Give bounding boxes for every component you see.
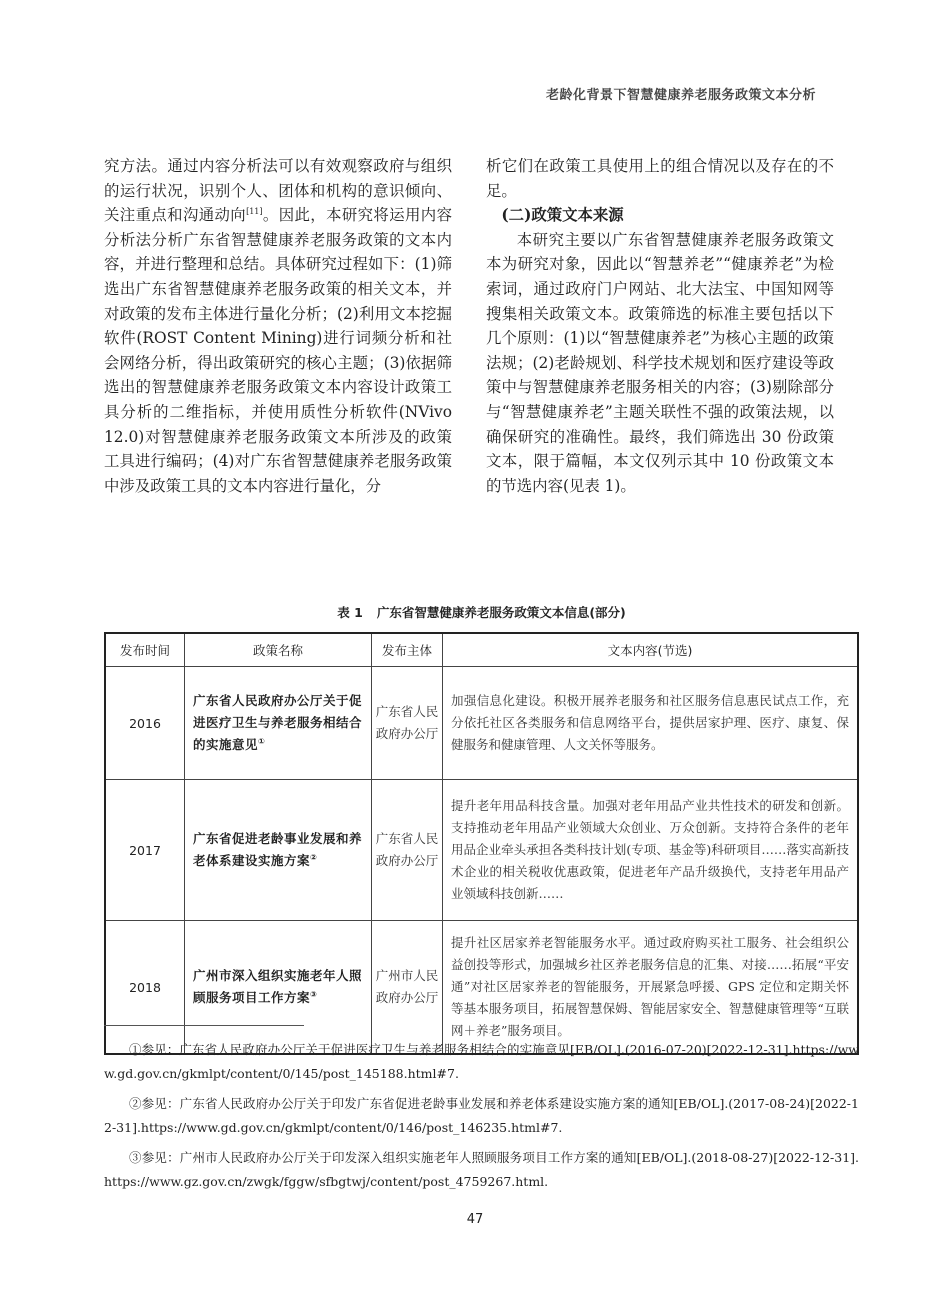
cell-issuer: 广东省人民政府办公厅 [372, 780, 443, 921]
footnote-item: ②参见：广东省人民政府办公厅关于印发广东省促进老龄事业发展和养老体系建设实施方案的通知[EB/OL].(2017-08-24)[2022-12-31].https://www.gd.gov.cn/gkmlpt/content/0/146/post_146235.html#7. [104, 1096, 859, 1135]
footnote-item: ①参见：广东省人民政府办公厅关于促进医疗卫生与养老服务相结合的实施意见[EB/OL].(2016-07-20)[2022-12-31].https://www.gd.gov.cn/gkmlpt/content/0/145/post_145188.html#7. [104, 1042, 859, 1081]
footnotes [104, 1038, 859, 1200]
cell-content: 提升老年用品科技含量。加强对老年用品产业共性技术的研发和创新。支持推动老年用品产业领域大众创业、万众创新。支持符合条件的老年用品企业牵头承担各类科技计划(专项、基金等)科研项目……落实高新技术企业的相关税收优惠政策，促进老年产品升级换代，支持老年用品产业领域科技创新…… [443, 780, 859, 921]
policy-name: 广东省人民政府办公厅关于促进医疗卫生与养老服务相结合的实施意见 [193, 693, 363, 752]
cell-year: 2016 [105, 667, 185, 780]
cell-year: 2018 [105, 921, 185, 1055]
citation-mark[interactable]: [11] [246, 207, 263, 217]
footnote-ref[interactable]: ② [310, 852, 318, 862]
page-number: 47 [466, 1212, 484, 1227]
cell-policy-name [185, 780, 372, 921]
header-content: 文本内容(节选) [443, 633, 859, 667]
table-row [105, 667, 858, 780]
table-row [105, 780, 858, 921]
body-paragraph [104, 154, 452, 498]
left-column [104, 154, 452, 498]
body-paragraph: 析它们在政策工具使用上的组合情况以及存在的不足。 [486, 157, 834, 200]
body-text: 。因此，本研究将运用内容分析法分析广东省智慧健康养老服务政策的文本内容，并进行整理和总结。具体研究过程如下：(1)筛选出广东省智慧健康养老服务政策的相关文本，并对政策的发布主体进行量化分析；(2)利用文本挖掘软件(ROST Content Mining)进行词频分析和社会网络分析，得出政策研究的核心主题；(3)依据筛选出的智慧健康养老服务政策文本内容设计政策工具分析的二维指标，并使用质性分析软件(NVivo 12.0)对智慧健康养老服务政策文本所涉及的政策工具进行编码；(4)对广东省智慧健康养老服务政策中涉及政策工具的文本内容进行量化，分 [104, 206, 452, 495]
cell-issuer: 广东省人民政府办公厅 [372, 667, 443, 780]
table-row [105, 921, 858, 1055]
header-issuer: 发布主体 [372, 633, 443, 667]
running-head: 老龄化背景下智慧健康养老服务政策文本分析 [545, 88, 816, 103]
cell-content: 提升社区居家养老智能服务水平。通过政府购买社工服务、社会组织公益创投等形式，加强城乡社区养老服务信息的汇集、对接……拓展“平安通”对社区居家养老的智能服务，开展紧急呼援、GPS 定位和定期关怀等基本服务项目，拓展智慧保姆、智能居家安全、智慧健康管理等“互联网＋养老”服务项目。 [443, 921, 859, 1055]
policy-name: 广东省促进老龄事业发展和养老体系建设实施方案 [193, 831, 363, 868]
table-number: 表 1 [337, 605, 363, 620]
footnote-ref[interactable]: ③ [310, 989, 318, 999]
header-name: 政策名称 [185, 633, 372, 667]
header-year: 发布时间 [105, 633, 185, 667]
cell-year: 2017 [105, 780, 185, 921]
body-paragraph: 本研究主要以广东省智慧健康养老服务政策文本为研究对象，因此以“智慧养老”“健康养老”为检索词，通过政府门户网站、北大法宝、中国知网等搜集相关政策文本。政策筛选的标准主要包括以下几个原则：(1)以“智慧健康养老”为核心主题的政策法规；(2)老龄规划、科学技术规划和医疗建设等政策中与智慧健康养老服务相关的内容；(3)剔除部分与“智慧健康养老”主题关联性不强的政策法规，以确保研究的准确性。最终，我们筛选出 30 份政策文本，限于篇幅，本文仅列示其中 10 份政策文本的节选内容(见表 1)。 [486, 230, 834, 495]
footnote-item: ③参见：广州市人民政府办公厅关于印发深入组织实施老年人照顾服务项目工作方案的通知[EB/OL].(2018-08-27)[2022-12-31].https://www.gz.gov.cn/zwgk/fggw/sfbgtwj/content/post_4759267.html. [104, 1150, 859, 1189]
policy-name: 广州市深入组织实施老年人照顾服务项目工作方案 [193, 968, 363, 1005]
section-heading: (二)政策文本来源 [501, 206, 624, 225]
body-text: 究方法。通过内容分析法可以有效观察政府与组织的运行状况，识别个人、团体和机构的意识倾向、关注重点和沟通动向 [104, 157, 452, 225]
table-caption [104, 603, 859, 621]
table-header-row [105, 633, 858, 667]
cell-policy-name [185, 921, 372, 1055]
table-title: 广东省智慧健康养老服务政策文本信息(部分) [376, 605, 626, 620]
policy-table [104, 632, 859, 1055]
right-column [486, 154, 834, 498]
cell-content: 加强信息化建设。积极开展养老服务和社区服务信息惠民试点工作，充分依托社区各类服务和信息网络平台，提供居家护理、医疗、康复、保健服务和健康管理、人文关怀等服务。 [443, 667, 859, 780]
footnote-divider [104, 1025, 304, 1026]
footnote-ref[interactable]: ① [258, 736, 266, 746]
cell-policy-name [185, 667, 372, 780]
cell-issuer: 广州市人民政府办公厅 [372, 921, 443, 1055]
